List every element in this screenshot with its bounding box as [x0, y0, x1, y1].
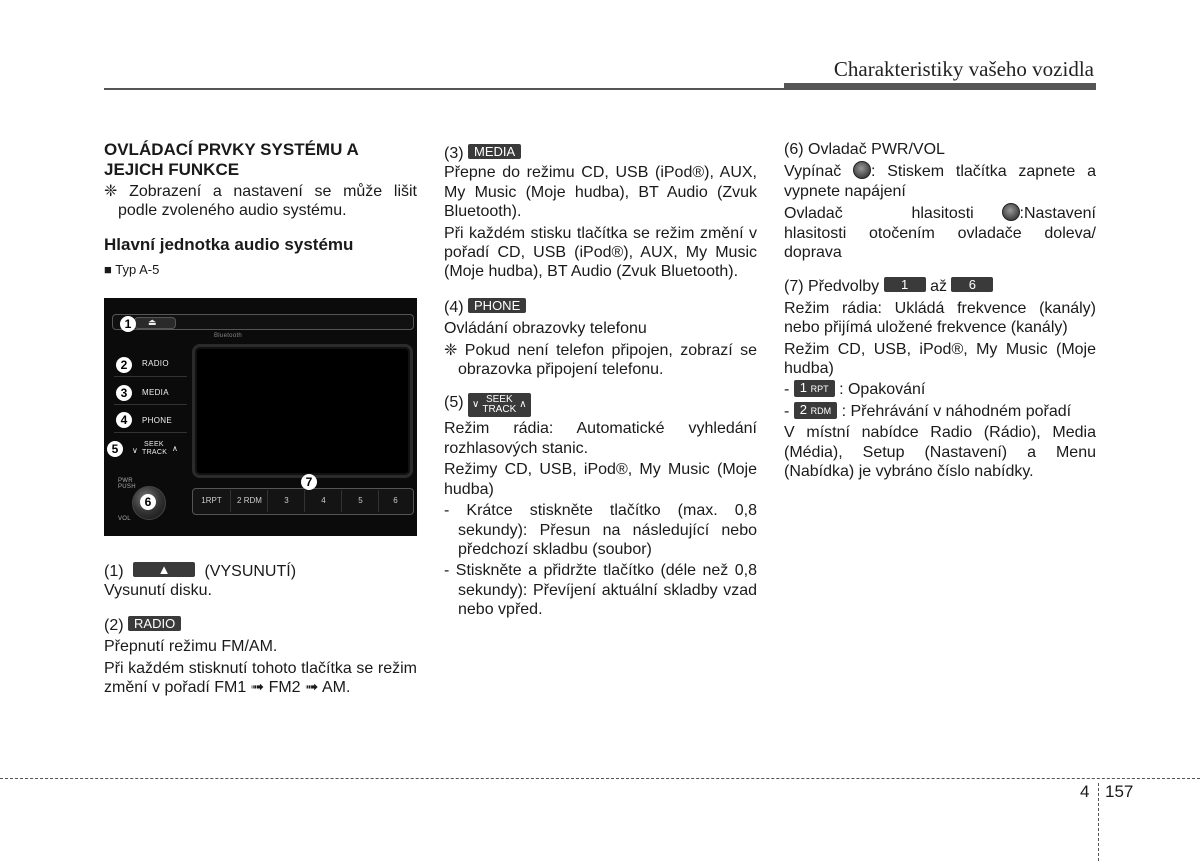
track-label-inline: TRACK: [482, 404, 517, 416]
knob-icon: [853, 161, 871, 179]
preset-6-button-inline: 6: [951, 277, 993, 292]
eject-button-inline: [133, 562, 195, 577]
item6-volume-pre: Ovladač hlasitosti: [784, 205, 974, 223]
footer-divider: [1098, 783, 1099, 861]
item5-number: (5): [444, 394, 464, 412]
item6-power-text: [784, 161, 1096, 201]
pwr-label: PWR: [118, 478, 133, 484]
callout-5: 5: [107, 441, 123, 457]
rdm-line: - 2 RDM : Přehrávání v náhodném pořadí: [784, 401, 1072, 420]
item6-power-pre: Vypínač: [784, 163, 842, 181]
seek-label-inline: SEEK: [485, 394, 513, 406]
item3-line: [444, 144, 757, 163]
item7-text1: Režim rádia: Ukládá frekvence (kanály) nebo přijímá uložené frekvence (kanály): [784, 299, 1096, 337]
item5-text2: Režimy CD, USB, iPod®, My Music (Moje hudba): [444, 461, 757, 498]
item6-volume-text: [784, 203, 1096, 262]
left-column: [104, 140, 417, 280]
note: ❈ Zobrazení a nastavení se může lišit podle zvoleného audio systému.: [104, 183, 417, 220]
rpt-num: 1: [799, 380, 808, 396]
chevron-down-icon: ∨: [132, 446, 139, 455]
callout-7: 7: [301, 474, 317, 490]
item7-text2: Režim CD, USB, iPod®, My Music (Moje hudba): [784, 340, 1096, 378]
bluetooth-label: Bluetooth: [214, 333, 243, 339]
seek-label: SEEK: [144, 441, 164, 448]
right-column: [784, 140, 1096, 482]
callout-4: 4: [116, 412, 132, 428]
item2-text1: Přepnutí režimu FM/AM.: [104, 638, 278, 656]
eject-icon: ⏏: [148, 317, 157, 327]
callout-1: 1: [120, 316, 136, 332]
rdm-num: 2: [799, 401, 808, 417]
item1-line: [104, 562, 417, 581]
section-number: 4: [1080, 782, 1090, 801]
media-label: MEDIA: [142, 388, 169, 397]
radio-label: RADIO: [142, 359, 169, 368]
item4-line: [444, 298, 757, 317]
preset-3: 3: [267, 490, 305, 512]
item7-text3: V místní nabídce Radio (Rádio), Media (Média), Setup (Nastavení) a Menu (Nabídka) je vybráno číslo nabídky.: [784, 424, 1096, 481]
header-rule-thick: [784, 83, 1096, 90]
track-label: TRACK: [142, 449, 168, 456]
footer-rule: [0, 778, 1200, 779]
push-label: PUSH: [118, 484, 136, 490]
chevron-up-icon: ∧: [172, 444, 179, 453]
middle-column: [444, 144, 757, 620]
preset-1-button-inline: 1: [884, 277, 926, 292]
type-label: ■ Typ A-5: [104, 262, 160, 278]
item6-power-post: : Stiskem tlačítka zapnete a vypnete napájení: [784, 163, 1096, 200]
rdm-desc: : Přehrávání v náhodném pořadí: [841, 402, 1072, 420]
left-column-lower: [104, 562, 417, 697]
rdm-text: RDM: [810, 405, 832, 416]
item4-number: (4): [444, 298, 464, 316]
preset-2: 2 RDM: [230, 490, 268, 512]
item7-mid: až: [930, 278, 947, 296]
phone-button-inline: PHONE: [468, 298, 526, 313]
item3-text2: Při každém stisku tlačítka se režim změní v pořadí CD, USB (iPod®), AUX, My Music (Moje hudba), BT Audio (Zvuk Bluetooth).: [444, 224, 757, 281]
item2-text2: Při každém stisknutí tohoto tlačítka se režim změní v pořadí FM1 ➟ FM2 ➟ AM.: [104, 659, 417, 697]
rpt-button-inline: [794, 380, 835, 397]
header-rule: [104, 88, 784, 90]
audio-head-unit-image: [104, 298, 417, 536]
rdm-button-inline: [794, 402, 837, 419]
item1-label: (VYSUNUTÍ): [204, 563, 297, 580]
callout-3: 3: [116, 385, 132, 401]
item3-number: (3): [444, 145, 464, 162]
item4-note: ❈ Pokud není telefon připojen, zobrazí se obrazovka připojení telefonu.: [444, 341, 757, 379]
rpt-desc: : Opakování: [839, 381, 926, 399]
item2-line: [104, 616, 417, 635]
rpt-line: - 1 RPT : Opakování: [784, 380, 926, 399]
vol-label: VOL: [118, 516, 131, 522]
item7-line: [784, 277, 1096, 296]
preset-6: 6: [378, 490, 412, 512]
eject-icon: ▲: [157, 562, 171, 577]
media-button-inline: MEDIA: [468, 144, 521, 159]
item2-number: (2): [104, 616, 124, 634]
display-screen: [192, 344, 413, 478]
item5-text1: Režim rádia: Automatické vyhledání rozhlasových stanic.: [444, 420, 757, 457]
chevron-down-icon: ∨: [472, 399, 480, 411]
item1-text: Vysunutí disku.: [104, 582, 212, 600]
section-title: OVLÁDACÍ PRVKY SYSTÉMU A JEJICH FUNKCE: [104, 140, 359, 179]
callout-6: 6: [140, 494, 156, 510]
preset-5: 5: [341, 490, 379, 512]
knob-icon: [1002, 203, 1020, 221]
item5-bullet2: - Stiskněte a přidržte tlačítko (déle než 0,8 sekundy): Převíjení aktuální skladby vzad nebo vpřed.: [444, 562, 757, 619]
item5-bullet1: - Krátce stiskněte tlačítko (max. 0,8 sekundy): Přesun na následující nebo předchozí skladbu (soubor): [444, 502, 757, 558]
item4-text1: Ovládání obrazovky telefonu: [444, 320, 647, 338]
subtitle: Hlavní jednotka audio systému: [104, 234, 354, 254]
chevron-up-icon: ∧: [519, 399, 527, 411]
phone-label: PHONE: [142, 416, 172, 425]
item1-number: (1): [104, 563, 124, 580]
item5-line: [444, 393, 757, 417]
page-number: 157: [1105, 782, 1134, 801]
preset-4: 4: [304, 490, 342, 512]
item6-title: (6) Ovladač PWR/VOL: [784, 141, 945, 158]
item6-volume-post: :Nastavení hlasitosti otočením ovladače doleva/ doprava: [784, 205, 1096, 262]
radio-button-inline: RADIO: [128, 616, 181, 631]
callout-2: 2: [116, 357, 132, 373]
item3-text1: Přepne do režimu CD, USB (iPod®), AUX, My Music (Moje hudba), BT Audio (Zvuk Bluetooth).: [444, 164, 757, 221]
page-header-title: Charakteristiky vašeho vozidla: [833, 57, 1094, 81]
item7-pre: (7) Předvolby: [784, 278, 880, 296]
preset-1: 1RPT: [201, 496, 222, 505]
rpt-text: RPT: [810, 384, 829, 395]
seek-track-button-inline: [468, 393, 531, 417]
